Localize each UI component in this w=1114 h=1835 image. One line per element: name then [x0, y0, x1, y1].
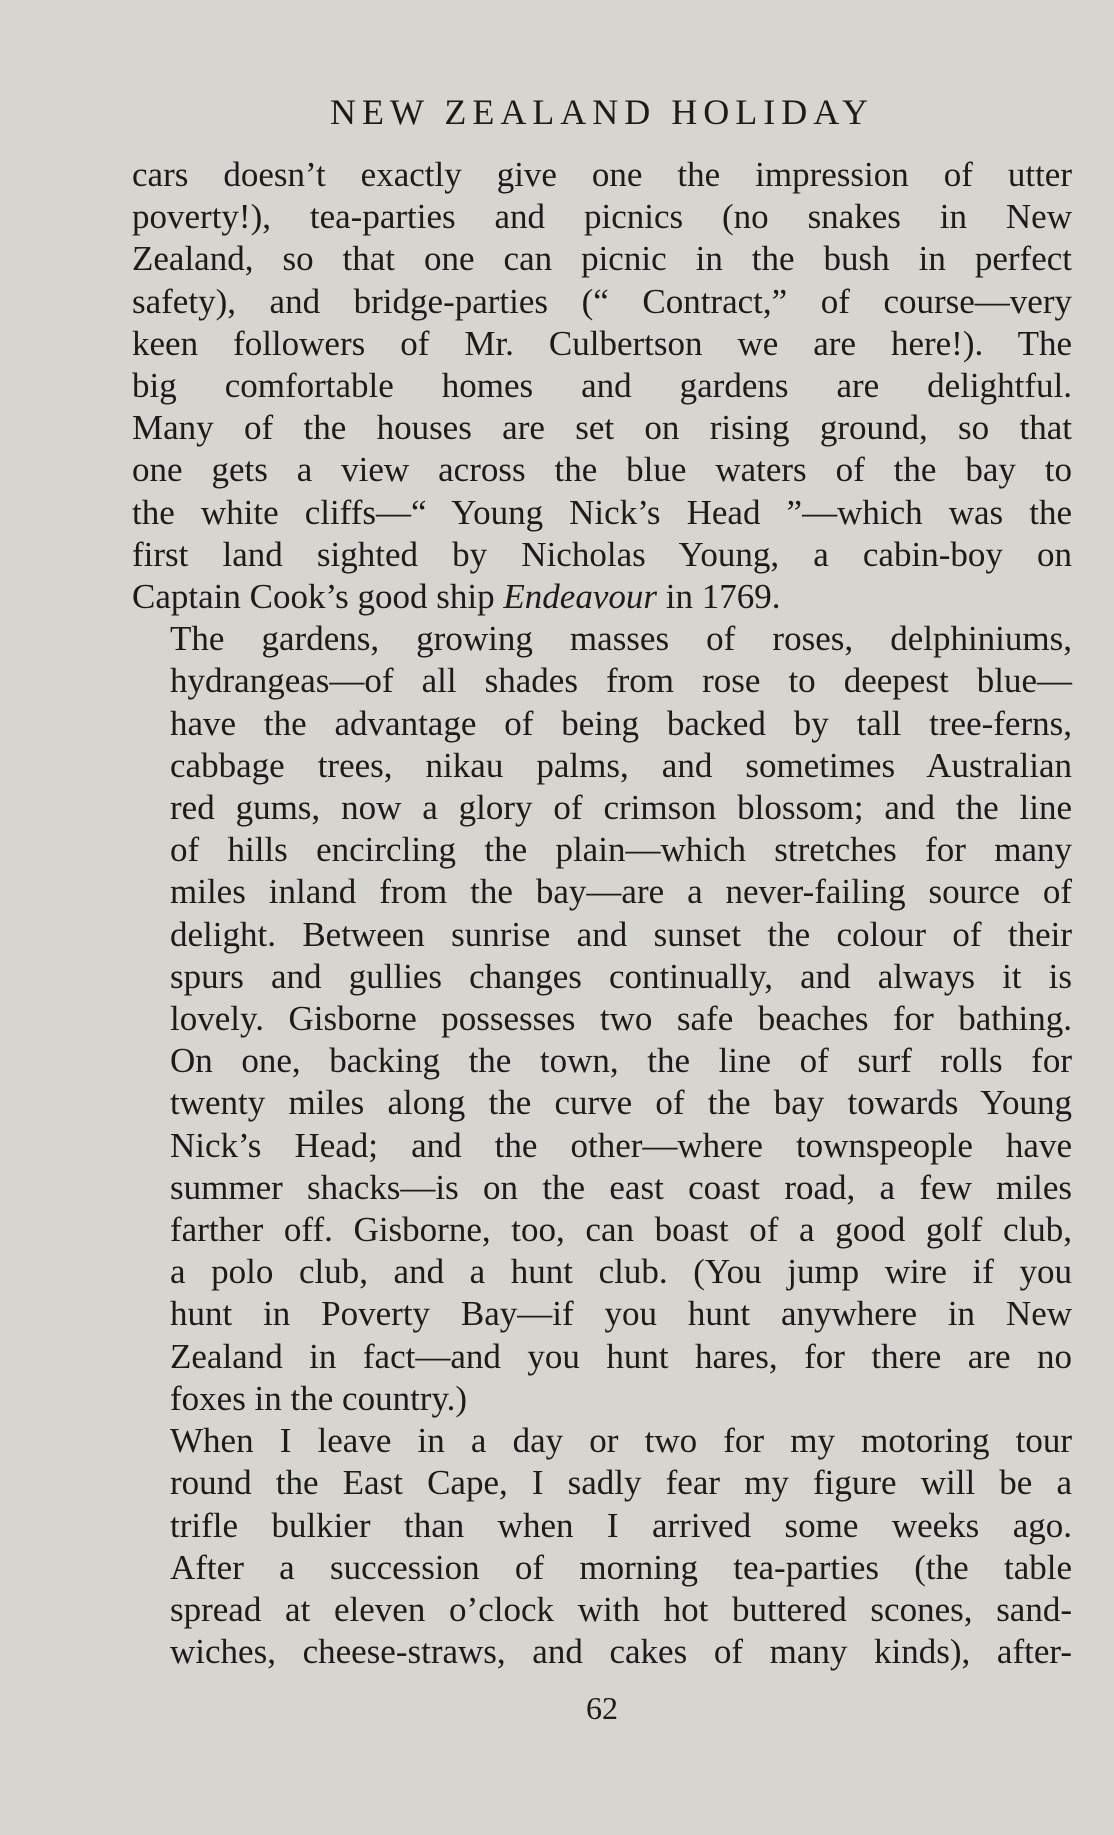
- text-line: big comfortable homes and gardens are delightful.: [132, 366, 1072, 406]
- text-line: a polo club, and a hunt club. (You jump wire if you: [170, 1252, 1072, 1292]
- page-number: 62: [586, 1690, 618, 1726]
- text-line: [132, 576, 1072, 618]
- text-line: first land sighted by Nicholas Young, a cabin-boy on: [132, 534, 1072, 574]
- text-line: Many of the houses are set on rising ground, so that: [132, 408, 1072, 448]
- text-line: farther off. Gisborne, too, can boast of a good golf club,: [170, 1210, 1072, 1250]
- text-line: have the advantage of being backed by tall tree-ferns,: [170, 703, 1072, 743]
- text-line: spread at eleven o’clock with hot buttered scones, sand-: [170, 1589, 1072, 1629]
- text-line: trifle bulkier than when I arrived some weeks ago.: [170, 1505, 1072, 1545]
- text-fragment: Captain Cook’s good ship: [132, 577, 504, 617]
- text-line: wiches, cheese-straws, and cakes of many kinds), after-: [170, 1632, 1072, 1672]
- text-line: foxes in the country.): [170, 1378, 468, 1418]
- text-line: of hills encircling the plain—which stretches for many: [170, 830, 1072, 870]
- text-line: lovely. Gisborne possesses two safe beaches for bathing.: [170, 999, 1072, 1039]
- text-line: Zealand in fact—and you hunt hares, for there are no: [170, 1336, 1072, 1376]
- paragraph-1: [132, 154, 1072, 618]
- text-line: When I leave in a day or two for my motoring tour: [170, 1421, 1072, 1461]
- text-line: Nick’s Head; and the other—where townspeople have: [170, 1125, 1072, 1165]
- text-line: keen followers of Mr. Culbertson we are here!). The: [132, 323, 1072, 363]
- text-line: Zealand, so that one can picnic in the bush in perfect: [132, 239, 1072, 279]
- text-line: twenty miles along the curve of the bay towards Young: [170, 1083, 1072, 1123]
- ship-name: Endeavour: [503, 577, 657, 617]
- text-line: cars doesn’t exactly give one the impression of utter: [132, 155, 1072, 194]
- text-line: hunt in Poverty Bay—if you hunt anywhere in New: [170, 1294, 1072, 1334]
- text-line: poverty!), tea-parties and picnics (no snakes in New: [132, 197, 1072, 237]
- text-line: delight. Between sunrise and sunset the colour of their: [170, 914, 1072, 954]
- text-fragment: in 1769.: [656, 577, 781, 617]
- text-line: miles inland from the bay—are a never-failing source of: [170, 872, 1072, 912]
- text-line: On one, backing the town, the line of surf rolls for: [170, 1041, 1072, 1081]
- paragraph-2: [132, 618, 1072, 1420]
- running-title: NEW ZEALAND HOLIDAY: [330, 92, 874, 132]
- paragraph-3: [132, 1420, 1072, 1673]
- text-line: summer shacks—is on the east coast road, a few miles: [170, 1167, 1072, 1207]
- text-line: red gums, now a glory of crimson blossom; and the line: [170, 788, 1072, 828]
- text-line: The gardens, growing masses of roses, delphiniums,: [170, 619, 1072, 659]
- page-body: [132, 154, 1072, 1673]
- text-line: cabbage trees, nikau palms, and sometimes Australian: [170, 745, 1072, 785]
- text-line: spurs and gullies changes continually, and always it is: [170, 956, 1072, 996]
- text-line: round the East Cape, I sadly fear my figure will be a: [170, 1463, 1072, 1503]
- text-line: After a succession of morning tea-parties (the table: [170, 1547, 1072, 1587]
- text-line: hydrangeas—of all shades from rose to deepest blue—: [170, 661, 1072, 701]
- text-line: one gets a view across the blue waters of the bay to: [132, 450, 1072, 490]
- text-line: the white cliffs—“ Young Nick’s Head ”—which was the: [132, 492, 1072, 532]
- text-line: safety), and bridge-parties (“ Contract,” of course—very: [132, 281, 1072, 321]
